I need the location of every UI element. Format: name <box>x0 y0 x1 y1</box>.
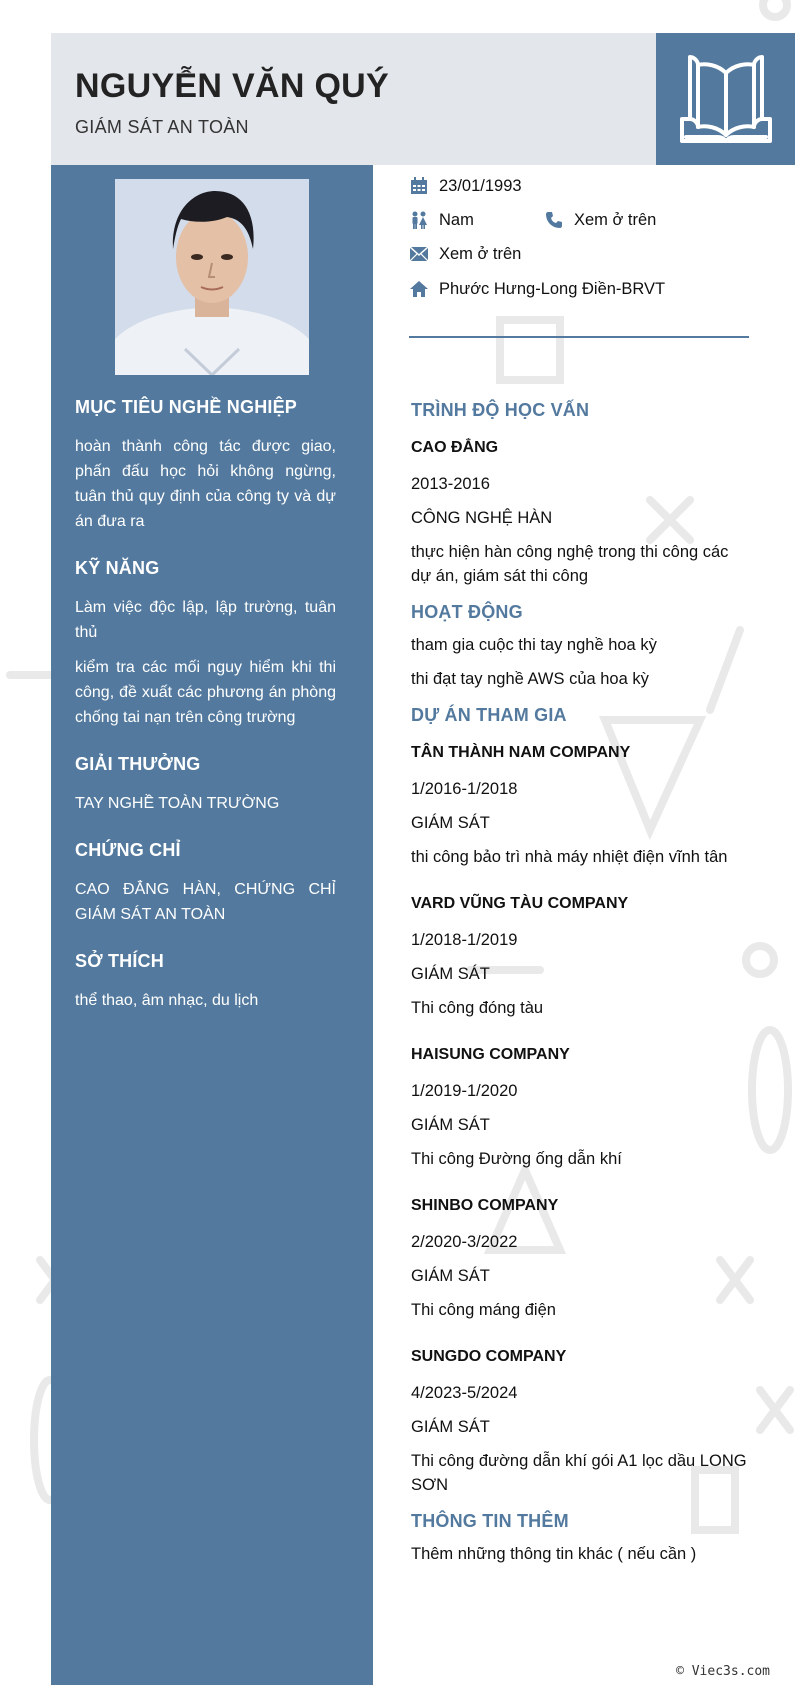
header-logo <box>656 33 795 165</box>
resume-page <box>51 33 795 1685</box>
project-entry <box>411 1348 751 1497</box>
project-position: GIÁM SÁT <box>411 1116 490 1134</box>
education-description: thực hiện hàn công nghệ trong thi công các dự án, giám sát thi công <box>411 543 729 585</box>
gender-value: Nam <box>439 210 474 229</box>
skills-section <box>75 558 336 730</box>
project-description: Thi công đóng tàu <box>411 999 544 1017</box>
project-period: 1/2016-1/2018 <box>411 780 518 798</box>
objective-text: hoàn thành công tác được giao, phấn đấu học hỏi không ngừng, tuân thủ quy định của công ty và dự án đưa ra <box>75 438 336 530</box>
project-company: HAISUNG COMPANY <box>411 1046 570 1063</box>
project-description: Thi công đường dẫn khí gói A1 lọc dầu LONG SƠN <box>411 1452 747 1494</box>
activity-item: tham gia cuộc thi tay nghề hoa kỳ <box>411 636 657 654</box>
left-sidebar <box>51 165 373 1685</box>
projects-title: DỰ ÁN THAM GIA <box>411 705 567 725</box>
project-company: SHINBO COMPANY <box>411 1197 559 1214</box>
education-school: CAO ĐẲNG <box>411 439 499 456</box>
skill-item: kiểm tra các mối nguy hiểm khi thi công, đề xuất các phương án phòng chống tai nạn trên công trường <box>75 659 336 726</box>
phone-row <box>544 209 656 231</box>
open-book-icon <box>678 53 774 145</box>
candidate-name: NGUYỄN VĂN QUÝ <box>75 67 390 105</box>
contact-divider <box>409 336 749 338</box>
phone-value: Xem ở trên <box>574 210 657 229</box>
education-major: CÔNG NGHỆ HÀN <box>411 509 553 527</box>
candidate-role: GIÁM SÁT AN TOÀN <box>75 117 249 137</box>
project-company: SUNGDO COMPANY <box>411 1348 567 1365</box>
project-entry <box>411 1197 751 1322</box>
sidebar-content <box>75 397 336 1037</box>
awards-section <box>75 754 336 816</box>
project-entry <box>411 1046 751 1171</box>
project-entry <box>411 895 751 1020</box>
project-position: GIÁM SÁT <box>411 1418 490 1436</box>
birthdate-row <box>409 175 522 197</box>
hobbies-section <box>75 951 336 1013</box>
project-company: TÂN THÀNH NAM COMPANY <box>411 744 631 761</box>
gender-row <box>409 209 474 231</box>
birthdate-value: 23/01/1993 <box>439 176 522 195</box>
activity-item: thi đạt tay nghề AWS của hoa kỳ <box>411 670 649 688</box>
hobbies-title: SỞ THÍCH <box>75 951 164 971</box>
certificates-text: CAO ĐẲNG HÀN, CHỨNG CHỈ GIÁM SÁT AN TOÀN <box>75 881 336 923</box>
skills-title: KỸ NĂNG <box>75 558 160 578</box>
project-period: 1/2019-1/2020 <box>411 1082 518 1100</box>
main-content <box>411 400 751 1576</box>
calendar-icon <box>409 176 429 196</box>
gender-icon <box>409 210 429 230</box>
additional-text: Thêm những thông tin khác ( nếu cần ) <box>411 1545 697 1563</box>
email-value: Xem ở trên <box>439 244 522 263</box>
awards-text: TAY NGHỀ TOÀN TRƯỜNG <box>75 795 280 812</box>
hobbies-text: thể thao, âm nhạc, du lịch <box>75 992 259 1009</box>
certificates-title: CHỨNG CHỈ <box>75 840 181 860</box>
objective-title: MỤC TIÊU NGHỀ NGHIỆP <box>75 397 298 417</box>
additional-title: THÔNG TIN THÊM <box>411 1511 569 1531</box>
avatar <box>115 179 309 375</box>
education-period: 2013-2016 <box>411 475 490 493</box>
project-description: Thi công máng điện <box>411 1301 556 1319</box>
header-band <box>51 33 656 165</box>
resume-header <box>51 33 795 165</box>
project-description: thi công bảo trì nhà máy nhiệt điện vĩnh tân <box>411 848 728 866</box>
certificates-section <box>75 840 336 927</box>
objective-section <box>75 397 336 534</box>
address-value: Phước Hưng-Long Điền-BRVT <box>439 279 666 298</box>
skill-item: Làm việc độc lập, lập trường, tuân thủ <box>75 599 336 641</box>
education-title: TRÌNH ĐỘ HỌC VẤN <box>411 400 590 420</box>
project-period: 2/2020-3/2022 <box>411 1233 518 1251</box>
project-position: GIÁM SÁT <box>411 814 490 832</box>
project-period: 1/2018-1/2019 <box>411 931 518 949</box>
home-icon <box>409 279 429 299</box>
project-description: Thi công Đường ống dẫn khí <box>411 1150 622 1168</box>
profile-photo <box>115 179 309 375</box>
awards-title: GIẢI THƯỞNG <box>75 754 201 774</box>
address-row <box>409 278 665 300</box>
phone-icon <box>544 210 564 230</box>
project-position: GIÁM SÁT <box>411 1267 490 1285</box>
email-icon <box>409 244 429 264</box>
project-entry <box>411 744 751 869</box>
project-position: GIÁM SÁT <box>411 965 490 983</box>
activities-title: HOẠT ĐỘNG <box>411 602 523 622</box>
footer-watermark: © Viec3s.com <box>676 1664 770 1679</box>
project-period: 4/2023-5/2024 <box>411 1384 518 1402</box>
project-company: VARD VŨNG TÀU COMPANY <box>411 895 629 912</box>
email-row <box>409 243 521 265</box>
